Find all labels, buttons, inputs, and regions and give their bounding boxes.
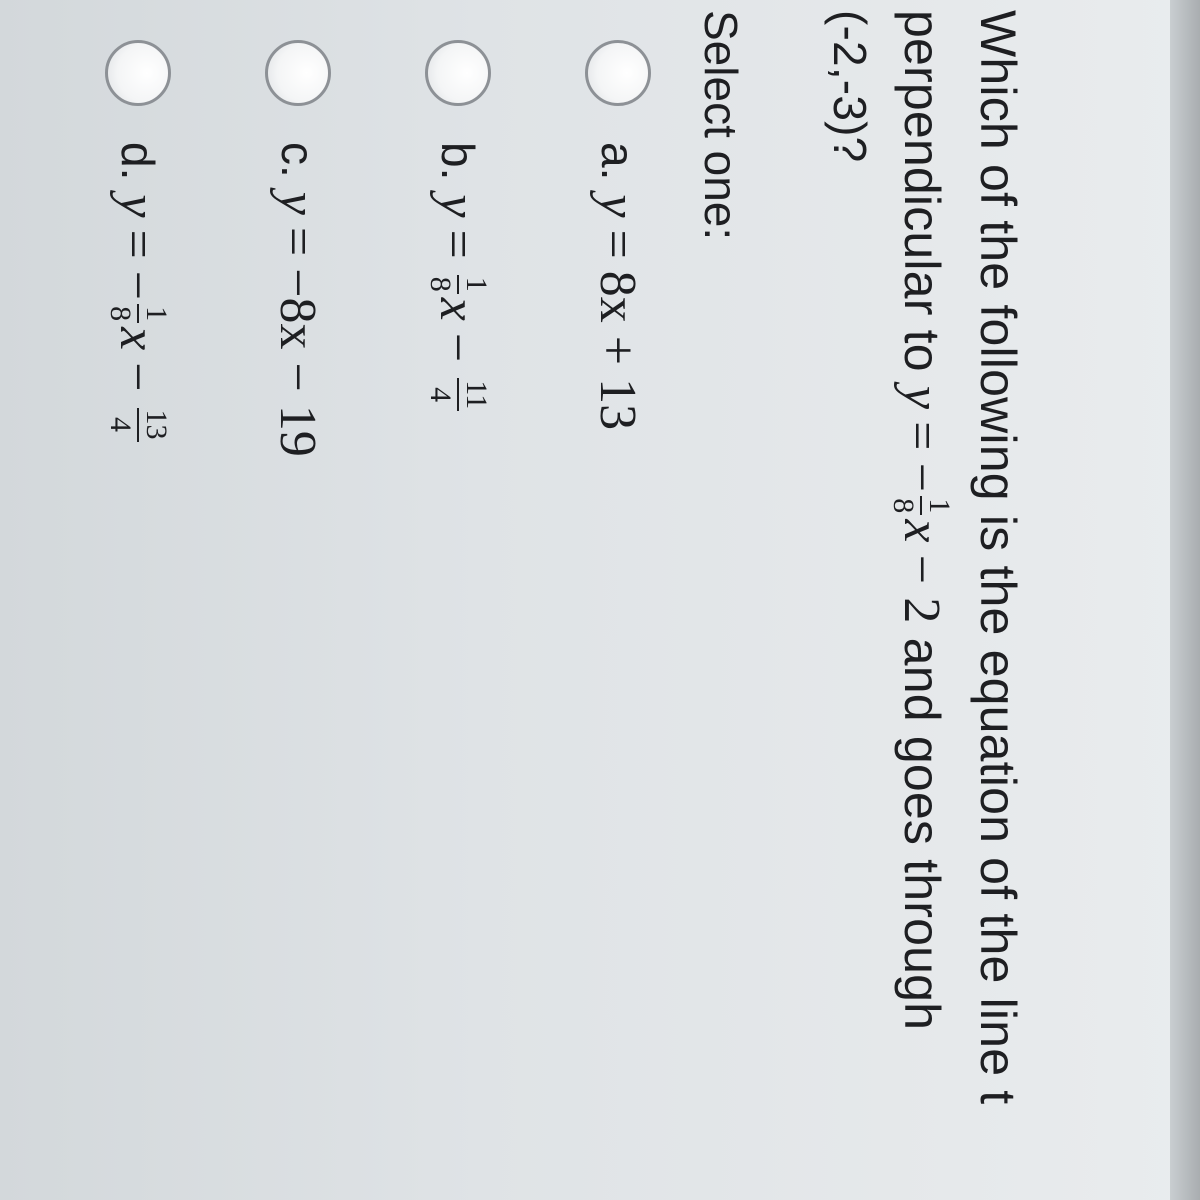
option-equation [425, 194, 491, 415]
option-equation [269, 192, 328, 457]
given-equation-constant: − 2 [893, 554, 950, 624]
given-equation-lhs: y [893, 385, 950, 410]
given-equation-variable: x [893, 519, 950, 543]
option-equation-equals: = [109, 229, 167, 259]
option-letter: c. [272, 142, 324, 178]
given-equation-sign: − [893, 462, 950, 493]
fraction-numerator: 1 [137, 304, 171, 323]
fraction-numerator: 1 [457, 275, 491, 294]
option-equation-lhs: y [109, 194, 167, 218]
answer-option-a[interactable] [576, 40, 660, 430]
screen-bezel-edge [1170, 0, 1200, 1200]
option-equation-equals: = [269, 226, 327, 257]
option-equation-equals: = [589, 229, 647, 259]
fraction-denominator: 4 [104, 417, 137, 433]
given-equation-equals: = [893, 421, 950, 451]
option-equation-fraction [105, 304, 171, 323]
answer-option-d[interactable] [96, 40, 180, 446]
fraction-denominator: 4 [424, 387, 457, 403]
option-letter: d. [112, 142, 164, 181]
given-equation-fraction-denominator: 8 [887, 498, 920, 514]
radio-button-unselected-icon[interactable] [265, 40, 331, 106]
radio-button-unselected-icon[interactable] [425, 40, 491, 106]
option-equation-sign: − [109, 270, 167, 301]
select-one-prompt: Select one: [695, 10, 747, 241]
option-equation-lhs: y [589, 194, 647, 218]
question-text-prefix: perpendicular to [894, 10, 950, 386]
option-equation [589, 194, 648, 430]
answer-option-c[interactable] [256, 40, 340, 457]
option-equation [105, 194, 171, 445]
question-text-suffix: and goes through [894, 623, 950, 1031]
option-equation-lhs: y [269, 191, 327, 215]
given-equation-fraction-numerator: 1 [920, 496, 954, 515]
option-equation-rhs: −8x − 19 [269, 268, 327, 457]
option-equation-rhs: 8x + 13 [589, 270, 647, 431]
given-equation-fraction [888, 496, 954, 515]
radio-button-unselected-icon[interactable] [105, 40, 171, 106]
option-letter: a. [592, 142, 644, 181]
option-equation-variable: x [429, 297, 487, 321]
fraction-numerator: 11 [457, 378, 491, 411]
question-text-line-3: (-2,-3)? [824, 10, 876, 163]
fraction-denominator: 8 [104, 306, 137, 322]
radio-button-unselected-icon[interactable] [585, 40, 651, 106]
question-text-line-1: Which of the following is the equation of the line t [970, 10, 1026, 1105]
option-equation-fraction [425, 275, 491, 294]
option-equation-operator: − [109, 362, 167, 392]
given-equation [888, 386, 954, 624]
answer-option-b[interactable] [416, 40, 500, 415]
option-equation-variable: x [109, 327, 167, 351]
option-equation-equals: = [429, 229, 487, 259]
option-equation-operator: − [429, 332, 487, 363]
option-equation-lhs: y [429, 194, 487, 218]
question-text-line-2 [888, 10, 954, 1030]
fraction-denominator: 8 [424, 276, 457, 292]
option-equation-fraction-2 [425, 378, 491, 411]
fraction-numerator: 13 [137, 408, 171, 442]
option-equation-fraction-2 [105, 408, 171, 442]
option-letter: b. [432, 142, 484, 181]
